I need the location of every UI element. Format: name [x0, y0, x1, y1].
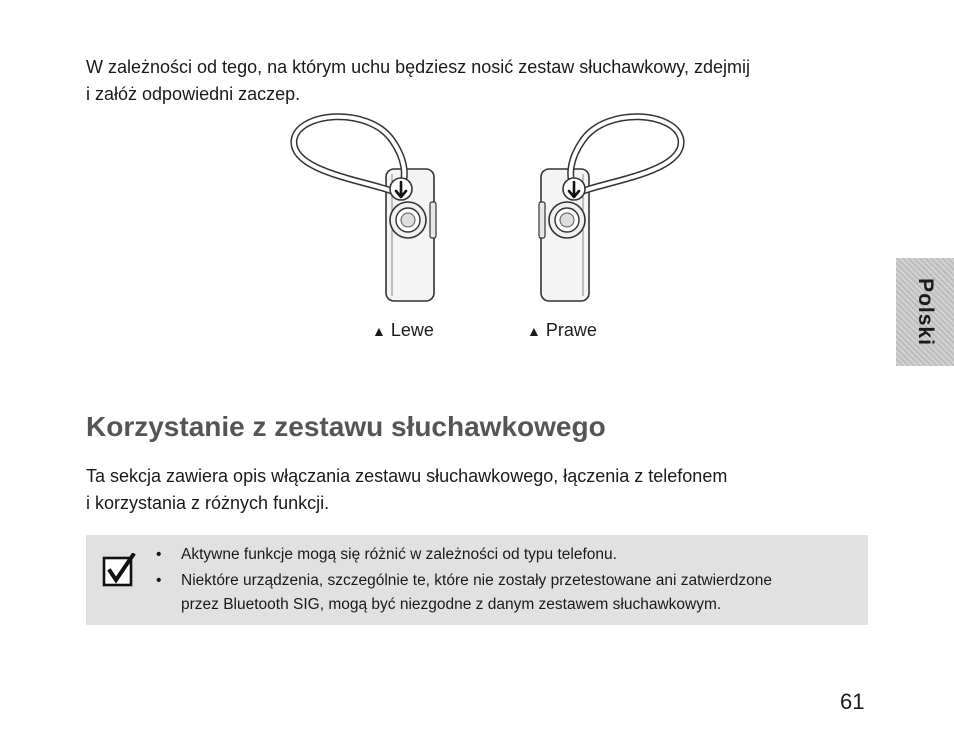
bullet-icon: •	[156, 546, 162, 563]
checkbox-check-icon	[102, 553, 136, 587]
intro-line-2: i załóż odpowiedni zaczep.	[86, 84, 301, 104]
intro-line-1: W zależności od tego, na którym uchu będziesz nosić zestaw słuchawkowy, zdejmij	[86, 57, 750, 77]
section-body-line-2: i korzystania z różnych funkcji.	[86, 493, 330, 513]
page-number: 61	[840, 689, 865, 714]
language-side-tab	[896, 258, 954, 366]
caption-right	[527, 319, 597, 342]
triangle-up-icon: ▲	[372, 323, 386, 339]
section-body	[86, 463, 886, 517]
triangle-up-icon: ▲	[527, 323, 541, 339]
caption-right-label: Prawe	[545, 320, 597, 340]
note-item-line: Niektóre urządzenia, szczególnie te, które nie zostały przetestowane ani zatwierdzone	[181, 572, 773, 589]
section-heading: Korzystanie z zestawu słuchawkowego	[86, 411, 606, 442]
intro-paragraph	[86, 54, 886, 108]
note-list	[156, 543, 856, 617]
note-box	[86, 535, 868, 625]
caption-left-label: Lewe	[390, 320, 434, 340]
note-item	[156, 569, 856, 617]
section-body-line-1: Ta sekcja zawiera opis włączania zestawu słuchawkowego, łączenia z telefonem	[86, 466, 728, 486]
note-item-line: przez Bluetooth SIG, mogą być niezgodne z danym zestawem słuchawkowym.	[181, 596, 722, 613]
right-headset-image	[539, 117, 681, 301]
bullet-icon: •	[156, 572, 162, 589]
caption-left	[372, 319, 434, 342]
headset-ear-hook-illustration	[280, 112, 700, 312]
left-headset-image	[294, 117, 436, 301]
language-label: Polski	[914, 278, 937, 346]
note-item	[156, 543, 856, 567]
note-item-line: Aktywne funkcje mogą się różnić w zależności od typu telefonu.	[181, 546, 617, 563]
